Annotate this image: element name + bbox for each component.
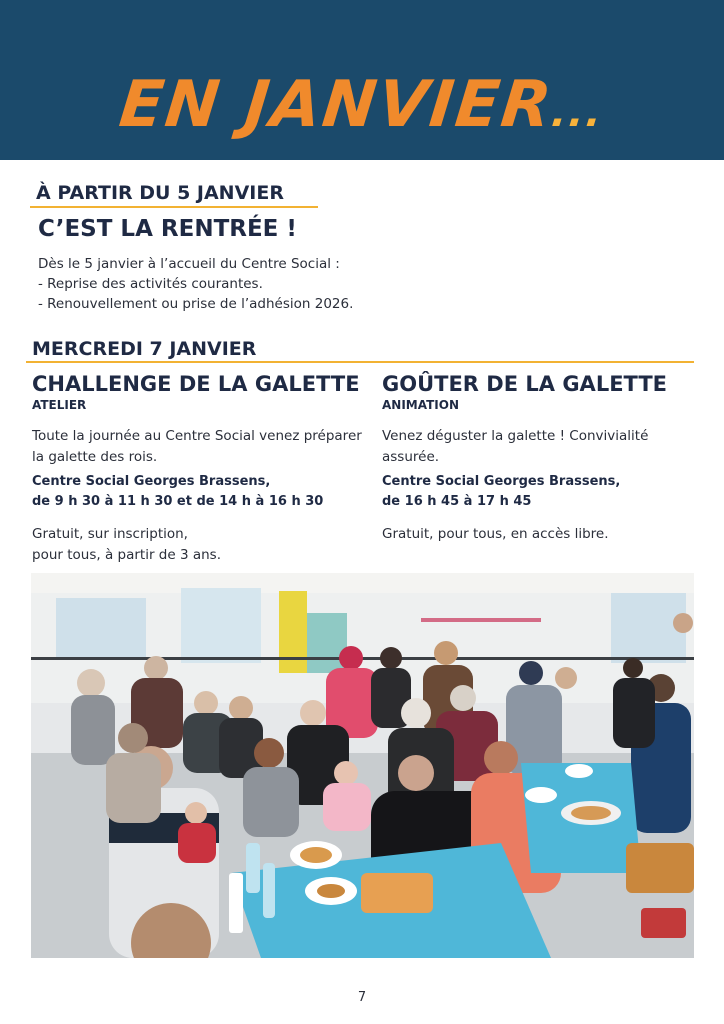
section1-date: À PARTIR DU 5 JANVIER — [36, 182, 284, 204]
page-number: 7 — [357, 990, 367, 1005]
event-description-line: Venez déguster la galette ! Convivialité assurée. — [382, 428, 649, 465]
section1-line: - Renouvellement ou prise de l’adhésion 2026. — [38, 296, 354, 312]
section1-title: C’EST LA RENTRÉE ! — [38, 216, 297, 242]
event-photo — [31, 573, 694, 958]
section1-body — [38, 254, 353, 314]
event-note — [382, 524, 702, 545]
event-note — [32, 524, 362, 566]
event-tag: ATELIER — [32, 398, 87, 412]
event-gouter-galette — [382, 370, 702, 545]
section1-divider — [30, 206, 318, 208]
page-title — [0, 68, 724, 142]
event-description — [32, 426, 362, 468]
section2-date: MERCREDI 7 JANVIER — [32, 338, 257, 360]
section2-divider — [26, 361, 694, 363]
event-description-line: la galette des rois. — [32, 449, 158, 465]
event-challenge-galette — [32, 370, 362, 566]
event-title: GOÛTER DE LA GALETTE — [382, 372, 668, 396]
event-location-line: Centre Social Georges Brassens, — [32, 474, 271, 489]
event-note-line: Gratuit, pour tous, en accès libre. — [382, 526, 609, 542]
event-location — [32, 472, 362, 512]
page-title-text: EN JANVIER — [115, 68, 557, 142]
event-location-line: de 16 h 45 à 17 h 45 — [382, 494, 532, 509]
event-location — [382, 472, 702, 512]
event-note-line: Gratuit, sur inscription, — [32, 526, 188, 542]
page-title-dots: ... — [549, 90, 606, 136]
event-location-line: Centre Social Georges Brassens, — [382, 474, 621, 489]
event-title: CHALLENGE DE LA GALETTE — [32, 372, 360, 396]
event-description-line: Toute la journée au Centre Social venez préparer — [32, 428, 362, 444]
event-note-line: pour tous, à partir de 3 ans. — [32, 547, 221, 563]
event-description — [382, 426, 702, 468]
event-photo-illustration — [31, 573, 694, 958]
section1-line: - Reprise des activités courantes. — [38, 276, 263, 292]
event-location-line: de 9 h 30 à 11 h 30 et de 14 h à 16 h 30 — [32, 494, 324, 509]
section1-line: Dès le 5 janvier à l’accueil du Centre Social : — [38, 256, 340, 272]
event-tag: ANIMATION — [382, 398, 459, 412]
